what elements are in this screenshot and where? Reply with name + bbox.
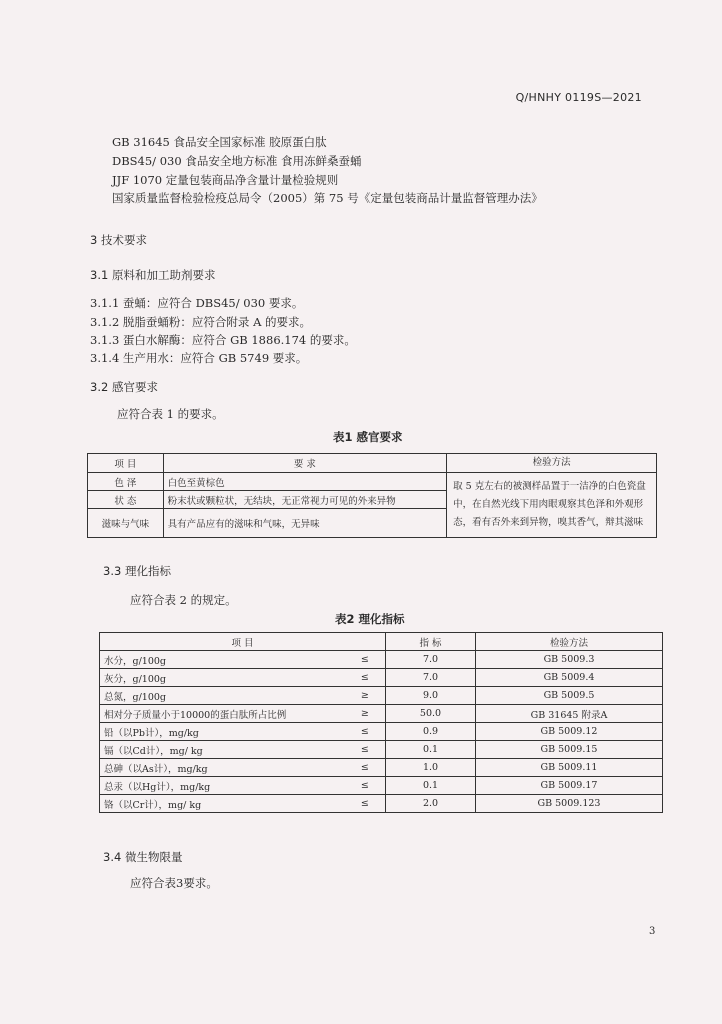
table-cell: 铅（以Pb计），mg/kg [100,723,345,741]
table-cell: 0.1 [386,741,476,759]
table-row [100,651,663,669]
table-cell: ≤ [345,741,386,759]
table-cell: 具有产品应有的滋味和气味，无异味 [163,509,446,538]
requirement-item: 3.1.1 蚕蛹：应符合 DBS45/ 030 要求。 [90,296,304,310]
table-row [100,777,663,795]
table-row [100,723,663,741]
table-cell: GB 5009.4 [475,669,662,687]
table-cell: ≤ [345,759,386,777]
table-cell: GB 5009.123 [475,795,662,813]
table-cell: GB 5009.17 [475,777,662,795]
section-heading: 3.2 感官要求 [90,380,158,394]
table-cell: 总汞（以Hg计），mg/kg [100,777,345,795]
section-heading: 3.3 理化指标 [103,564,171,578]
table-cell: ≤ [345,723,386,741]
table-cell: ≤ [345,777,386,795]
table-cell: 0.1 [386,777,476,795]
table-row [100,705,663,723]
section-heading: 3 技术要求 [90,233,147,247]
sensory-table [87,453,657,538]
paragraph: 应符合表 1 的要求。 [117,407,224,421]
table-cell: GB 5009.3 [475,651,662,669]
requirement-item: 3.1.2 脱脂蚕蛹粉：应符合附录 A 的要求。 [90,315,312,329]
table-cell: 相对分子质量小于10000的蛋白肽所占比例 [100,705,345,723]
reference-line: 国家质量监督检验检疫总局令（2005）第 75 号《定量包装商品计量监督管理办法》 [112,191,543,205]
table-cell: 0.9 [386,723,476,741]
table-row [100,687,663,705]
table-cell: GB 5009.11 [475,759,662,777]
table-cell: GB 31645 附录A [475,705,662,723]
table-cell: ≤ [345,669,386,687]
table-cell: 滋味与气味 [88,509,164,538]
table-header: 检验方法 [447,454,657,473]
section-heading: 3.1 原料和加工助剂要求 [90,268,216,282]
table-cell: 2.0 [386,795,476,813]
table-cell: 总氮，g/100g [100,687,345,705]
table-cell: ≤ [345,651,386,669]
table-header: 要 求 [163,454,446,473]
table-cell: 7.0 [386,669,476,687]
page-number: 3 [649,926,656,937]
requirement-item: 3.1.4 生产用水：应符合 GB 5749 要求。 [90,351,308,365]
table-row [100,759,663,777]
table-cell: 铬（以Cr计），mg/ kg [100,795,345,813]
reference-line: DBS45/ 030 食品安全地方标准 食用冻鲜桑蚕蛹 [112,154,362,168]
table-cell: 50.0 [386,705,476,723]
reference-line: JJF 1070 定量包装商品净含量计量检验规则 [112,173,339,187]
table-header: 检验方法 [475,633,662,651]
table-cell: ≥ [345,705,386,723]
table-row [100,669,663,687]
table-cell: ≥ [345,687,386,705]
document-code: Q/HNHY 0119S—2021 [515,91,642,104]
table-cell: 总砷（以As计），mg/kg [100,759,345,777]
table-title: 表2 理化指标 [335,612,405,626]
table-cell: 9.0 [386,687,476,705]
table-title: 表1 感官要求 [333,430,403,444]
table-cell: 白色至黄棕色 [163,473,446,491]
table-cell: ≤ [345,795,386,813]
table-cell: 状 态 [88,491,164,509]
table-cell: 水分，g/100g [100,651,345,669]
requirement-item: 3.1.3 蛋白水解酶：应符合 GB 1886.174 的要求。 [90,333,356,347]
table-cell: 灰分，g/100g [100,669,345,687]
inspection-method-cell: 取 5 克左右的被测样品置于一洁净的白色瓷盘中，在自然光线下用肉眼观察其色泽和外观形态，看有否外来到异物，嗅其香气，辩其滋味 [447,473,657,538]
table-cell: GB 5009.15 [475,741,662,759]
table-cell: 粉末状或颗粒状，无结块，无正常视力可见的外来异物 [163,491,446,509]
paragraph: 应符合表 2 的规定。 [130,593,237,607]
table-header: 项 目 [100,633,386,651]
table-cell: 色 泽 [88,473,164,491]
table-cell: 镉（以Cd计），mg/ kg [100,741,345,759]
table-cell: 1.0 [386,759,476,777]
table-cell: GB 5009.5 [475,687,662,705]
table-cell: GB 5009.12 [475,723,662,741]
reference-line: GB 31645 食品安全国家标准 胶原蛋白肽 [112,135,327,149]
physicochemical-table [99,632,663,813]
section-heading: 3.4 微生物限量 [103,850,183,864]
table-row [100,741,663,759]
paragraph: 应符合表3要求。 [130,876,218,890]
table-header: 指 标 [386,633,476,651]
table-row [100,795,663,813]
table-cell: 7.0 [386,651,476,669]
table-header: 项 目 [88,454,164,473]
